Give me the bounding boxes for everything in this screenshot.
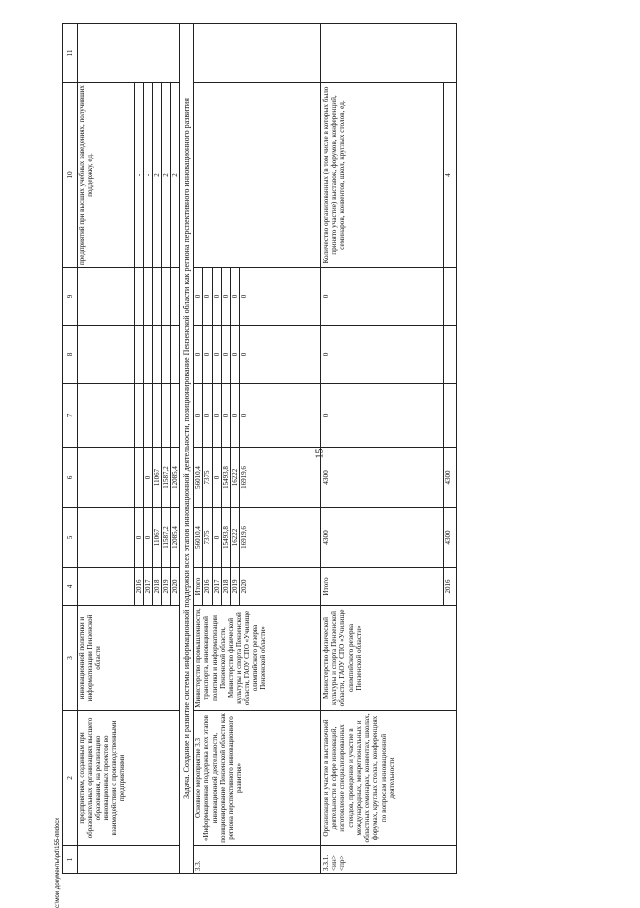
row-num-cell: 3.3. [194,846,320,874]
value-cell: 0 [221,384,230,448]
value-cell [443,268,456,326]
row-num-cell: 3.3.1. <ин> <пр> [320,846,456,874]
indicator-value: - [135,83,144,268]
header-cell: 1 [63,846,78,874]
task-text: Задача. Создание и развитие системы информационной поддержки всех этапов инновационной деятельности, позиционирование Пензенской области как региона перспективного инновационного развития [180,24,194,874]
header-cell: 11 [63,24,78,83]
value-cell [153,384,162,448]
empty-cell [78,24,180,83]
value-cell: 15493,8 [221,448,230,508]
value-cell [443,326,456,384]
value-cell [135,384,144,448]
value-cell: 0 [194,268,203,326]
year-cell: 2020 [171,568,180,606]
indicator-value: 2 [171,83,180,268]
header-cell: 9 [63,268,78,326]
value-cell: 7375 [203,448,212,508]
header-cell: 2 [63,711,78,846]
indicator-cell: предприятий при высших учебных заведениях, получивших поддержку, ед. [78,83,135,268]
task-row [180,24,194,874]
year-cell: Итого [194,568,203,606]
value-cell: 16919,6 [239,508,320,568]
header-cell: 4 [63,568,78,606]
program-table [62,23,457,874]
value-cell: 0 [239,384,320,448]
value-cell: 0 [230,384,239,448]
value-cell: 0 [203,268,212,326]
value-cell: 0 [144,448,153,508]
value-cell: 0 [203,384,212,448]
value-cell: 0 [194,326,203,384]
value-cell [135,268,144,326]
indicator-value: - [144,83,153,268]
value-cell [153,268,162,326]
value-cell: 56010,4 [194,448,203,508]
year-cell: 2020 [239,568,320,606]
year-cell: 2019 [230,568,239,606]
value-cell: 0 [203,326,212,384]
year-cell: 2017 [212,568,221,606]
executor-cell: инновационной политики и информатизации Пензенской области [78,606,180,711]
value-cell [171,268,180,326]
value-cell: 0 [144,508,153,568]
value-cell [135,448,144,508]
indicator-value: 2 [153,83,162,268]
indicator-value: 2 [162,83,171,268]
value-cell: 16222 [230,508,239,568]
value-cell [171,326,180,384]
table-row [78,24,135,874]
value-cell [443,384,456,448]
value-cell: 4300 [320,448,443,508]
value-cell: 16222 [230,448,239,508]
value-cell: 11587,2 [162,508,171,568]
indicator-cell: Количество организованных (в том числе в которых было принято участие) выставок, форумов, конференций, семинаров, конвентов, школ, круглых столов, ед. [320,83,443,268]
value-cell [144,268,153,326]
measure-name-cell: Основное мероприятие 3.3 «Информационная поддержка всех этапов инновационной деятельности, позиционирование Пензенской области как региона перспективного инновационного развития» [194,711,320,846]
value-cell: 11587,2 [162,448,171,508]
value-cell [78,448,135,508]
value-cell: 12085,4 [171,508,180,568]
value-cell [78,326,135,384]
executor-cell: Министерство промышленности, транспорта, инновационной политики и информатизации Пензенской области, Министерство физической культуры и спорта Пензенской области, ГАОУ СПО «Училище олимпийского резерва Пензенской области» [194,606,320,711]
page-number: 15 [314,448,326,459]
value-cell [144,326,153,384]
footer-path: c:\мои документы\pd\155-ппdocx [55,817,61,908]
value-cell [171,384,180,448]
header-row [63,24,78,874]
value-cell: 0 [212,384,221,448]
value-cell [153,326,162,384]
measure-name-cell: предприятиям, созданным при образовательных организациях высшего образования, на реализацию инновационных проектов во взаимодействии с производственными предприятиями [78,711,180,846]
value-cell [162,384,171,448]
executor-cell: Министерство физической культуры и спорта Пензенской области, ГАОУ СПО «Училище олимпийского резерва Пензенской области» [320,606,456,711]
value-cell: 0 [221,326,230,384]
value-cell: 4300 [443,508,456,568]
value-cell [162,326,171,384]
value-cell [78,268,135,326]
value-cell: 7375 [203,508,212,568]
value-cell [135,326,144,384]
value-cell: 12085,4 [171,448,180,508]
year-cell: Итого [320,568,443,606]
value-cell: 11067 [153,448,162,508]
header-cell: 8 [63,326,78,384]
value-cell: 0 [221,268,230,326]
value-cell: 0 [212,326,221,384]
year-cell: 2016 [203,568,212,606]
year-cell: 2019 [162,568,171,606]
year-cell [78,568,135,606]
value-cell: 0 [320,384,443,448]
value-cell: 0 [320,268,443,326]
value-cell: 0 [212,448,221,508]
value-cell: 15493,8 [221,508,230,568]
value-cell: 0 [230,326,239,384]
year-cell: 2016 [135,568,144,606]
value-cell: 0 [194,384,203,448]
value-cell: 11067 [153,508,162,568]
value-cell: 4300 [320,508,443,568]
value-cell [144,384,153,448]
indicator-value: 4 [443,83,456,268]
empty-cell [194,24,320,83]
rotated-table-sheet [62,24,562,874]
year-cell: 2016 [443,568,456,606]
year-cell: 2017 [144,568,153,606]
table-row [320,24,443,874]
year-cell: 2018 [221,568,230,606]
row-num-cell [78,846,180,874]
value-cell: 0 [212,508,221,568]
header-cell: 10 [63,83,78,268]
value-cell [78,508,135,568]
value-cell [162,268,171,326]
header-cell: 7 [63,384,78,448]
header-cell: 5 [63,508,78,568]
value-cell [78,384,135,448]
value-cell: 0 [230,268,239,326]
value-cell: 0 [320,326,443,384]
header-cell: 6 [63,448,78,508]
empty-cell [320,24,456,83]
year-cell: 2018 [153,568,162,606]
value-cell: 4300 [443,448,456,508]
indicator-cell [194,83,320,268]
value-cell: 0 [239,326,320,384]
value-cell: 56010,4 [194,508,203,568]
value-cell: 0 [135,508,144,568]
header-cell: 3 [63,606,78,711]
value-cell: 16919,6 [239,448,320,508]
value-cell: 0 [239,268,320,326]
measure-name-cell: Организация и участие в выставочной деятельности в сфере инноваций, изготовление специализированных стендов, проведение и участие в международных, межрегиональных и областных семинарах, конвентах, школах, форумах, круглых столах, конференциях по вопросам инновационной деятельности [320,711,456,846]
value-cell: 0 [212,268,221,326]
year-row [194,24,203,874]
